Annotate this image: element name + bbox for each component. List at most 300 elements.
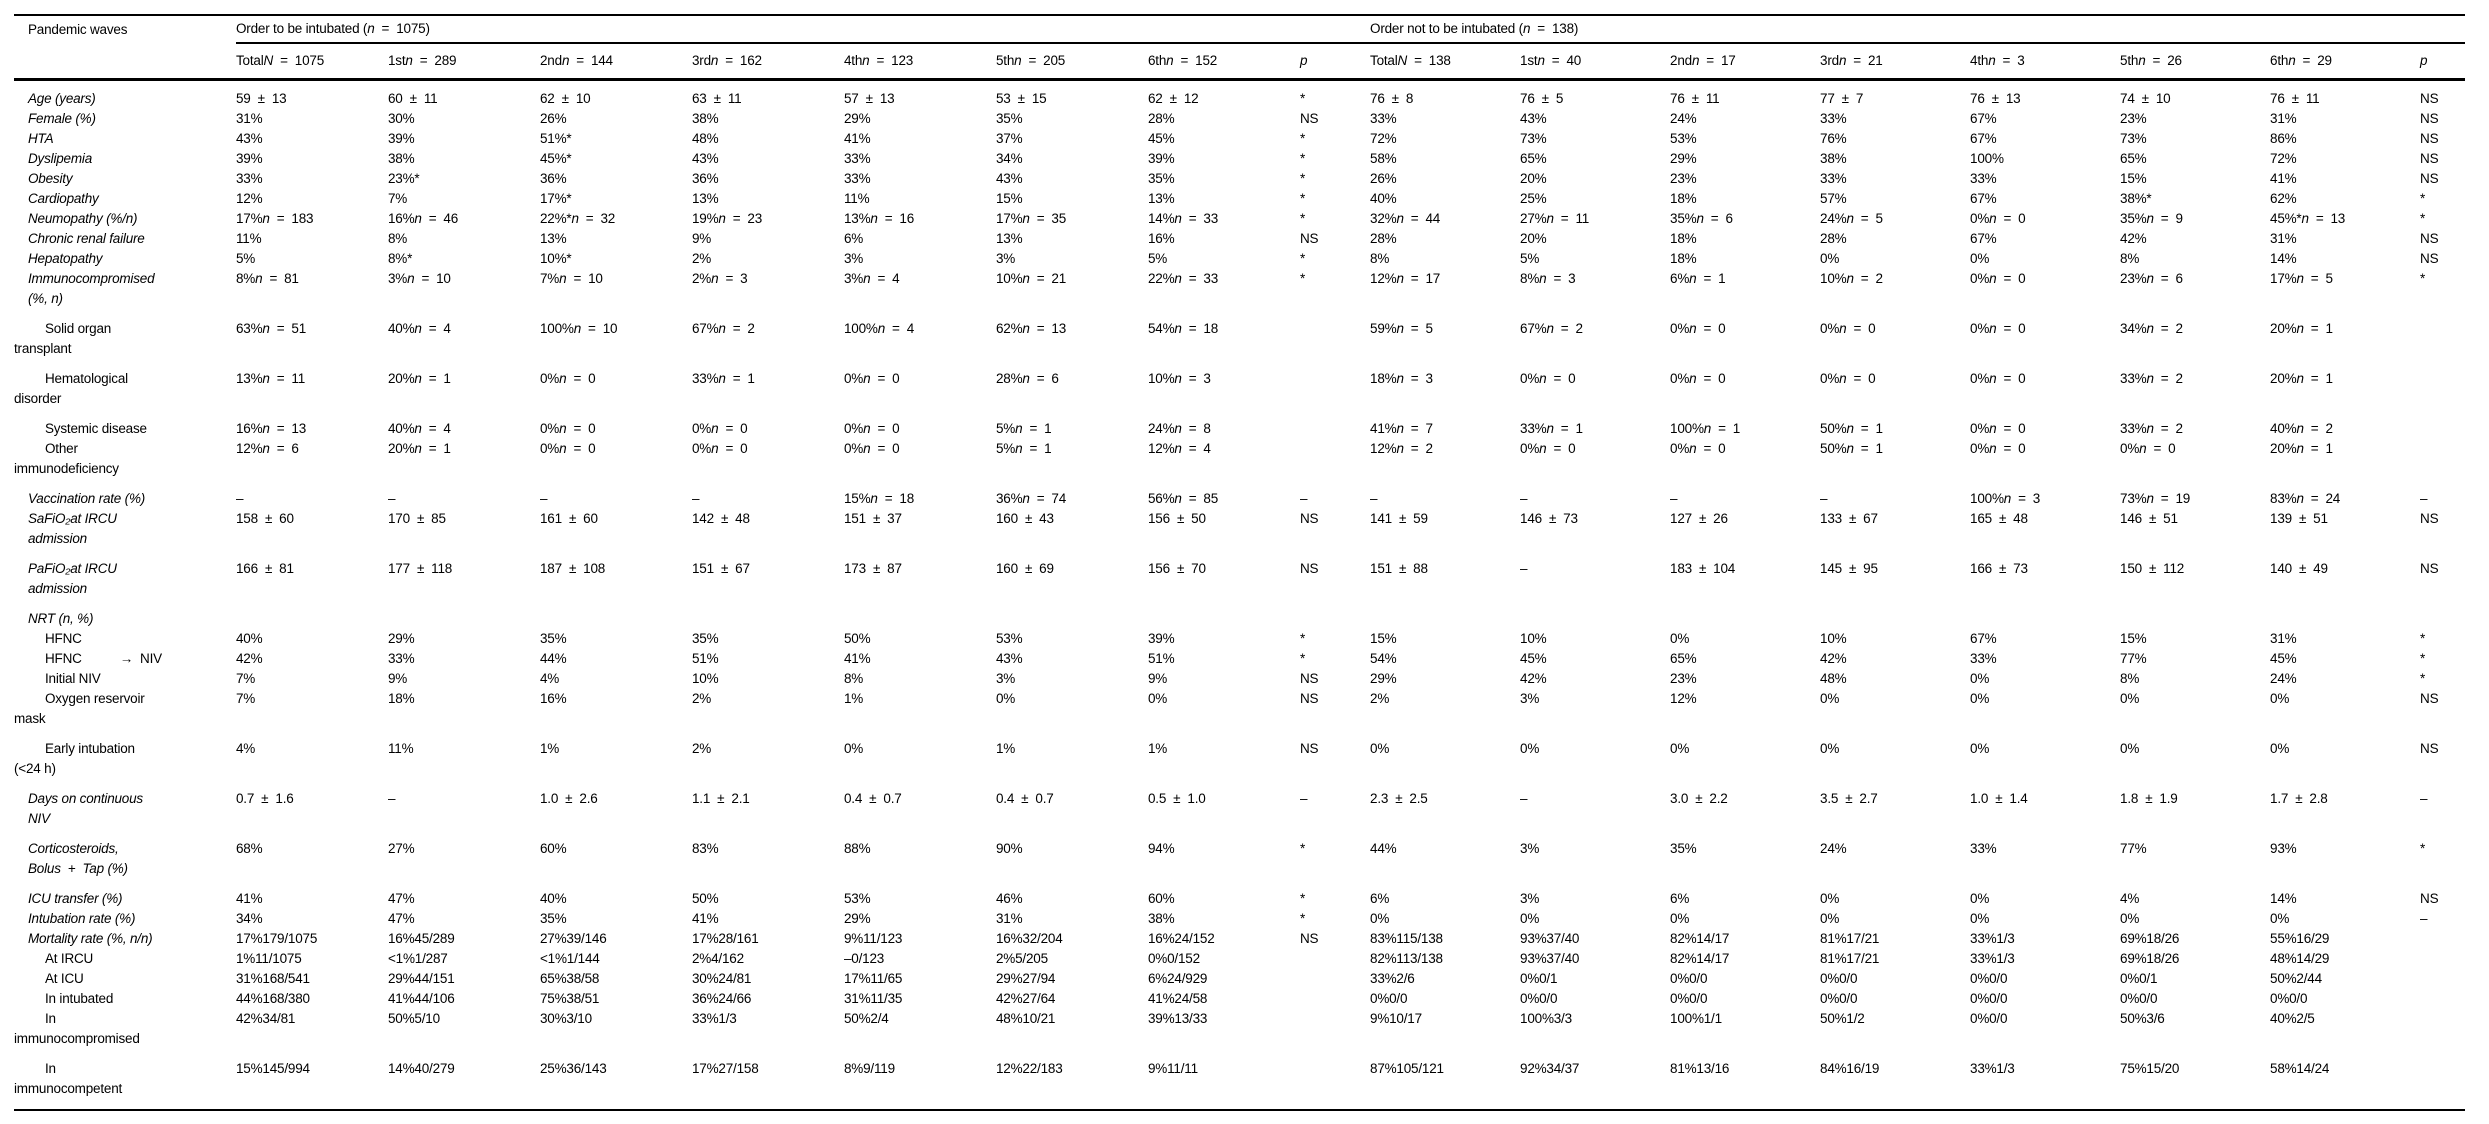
table-cell: 59%n = 5: [1370, 321, 1433, 336]
row-label: In immunocompromised: [14, 1011, 140, 1046]
table-cell: 160 ± 43: [996, 511, 1054, 526]
table-cell: 16%: [1148, 231, 1175, 246]
table-cell: 5%n = 1: [996, 441, 1052, 456]
table-cell: 75%38/51: [540, 991, 600, 1006]
table-cell: [2420, 949, 2465, 969]
table-cell: 93%37/40: [1520, 931, 1580, 946]
table-cell: 43%: [236, 131, 263, 146]
row-label: Cardiopathy: [28, 191, 99, 206]
table-cell: 67%n = 2: [1520, 321, 1583, 336]
table-cell: *: [2420, 841, 2426, 856]
table-cell: 24%: [2270, 671, 2297, 686]
table-cell: 76 ± 11: [1670, 91, 1720, 106]
table-cell: *: [1300, 131, 1306, 146]
table-cell: 165 ± 48: [1970, 511, 2028, 526]
table-cell: [1370, 609, 1520, 629]
table-cell: 83%115/138: [1370, 931, 1443, 946]
table-cell: 160 ± 69: [996, 561, 1054, 576]
table-cell: 0%: [1148, 691, 1168, 706]
table-row: [14, 629, 2465, 649]
table-cell: 16%32/204: [996, 931, 1063, 946]
table-cell: 8%*: [388, 251, 413, 266]
table-cell: 35%: [996, 111, 1023, 126]
table-cell: 1%: [1148, 741, 1168, 756]
table-cell: 37%: [996, 131, 1023, 146]
table-cell: 69%18/26: [2120, 951, 2180, 966]
table-cell: 150 ± 112: [2120, 561, 2185, 576]
table-cell: 11%: [388, 741, 414, 756]
table-cell: 146 ± 51: [2120, 511, 2178, 526]
table-cell: 57%: [1820, 191, 1847, 206]
table-cell: 42%27/64: [996, 991, 1056, 1006]
table-cell: NS: [2420, 691, 2439, 706]
table-cell: 3.5 ± 2.7: [1820, 791, 1878, 806]
table-cell: 42%: [2120, 231, 2147, 246]
table-cell: 50%2/44: [2270, 971, 2322, 986]
table-cell: 41%n = 7: [1370, 421, 1433, 436]
table-cell: 50%1/2: [1820, 1011, 1865, 1026]
table-cell: 75%15/20: [2120, 1061, 2180, 1076]
table-cell: 33%n = 2: [2120, 421, 2183, 436]
table-cell: 83%: [692, 841, 719, 856]
table-cell: 0%0/1: [2120, 971, 2158, 986]
table-cell: 145 ± 95: [1820, 561, 1878, 576]
table-row: [14, 839, 2465, 889]
table-cell: 14%40/279: [388, 1061, 455, 1076]
table-cell: 39%13/33: [1148, 1011, 1208, 1026]
table-cell: 1%: [540, 741, 560, 756]
table-cell: 87%105/121: [1370, 1061, 1444, 1076]
table-cell: 18%: [1670, 191, 1697, 206]
table-cell: 29%: [1670, 151, 1697, 166]
table-cell: 100%n = 1: [1670, 421, 1741, 436]
table-cell: 54%n = 18: [1148, 321, 1219, 336]
table-cell: 50%: [692, 891, 719, 906]
table-row: [14, 669, 2465, 689]
table-cell: –: [388, 791, 396, 806]
table-cell: 142 ± 48: [692, 511, 750, 526]
table-cell: 0%: [2120, 691, 2140, 706]
table-cell: *: [1300, 271, 1306, 286]
table-cell: 17%11/65: [844, 971, 903, 986]
table-cell: 41%44/106: [388, 991, 455, 1006]
table-cell: [1300, 949, 1370, 969]
table-cell: [2420, 969, 2465, 989]
table-cell: 28%n = 6: [996, 371, 1059, 386]
table-cell: 22%n = 33: [1148, 271, 1219, 286]
table-cell: NS: [2420, 151, 2439, 166]
table-cell: 24%n = 8: [1148, 421, 1211, 436]
table-cell: 65%: [1670, 651, 1697, 666]
table-cell: 18%: [388, 691, 415, 706]
column-header: 5thn = 205: [996, 43, 1148, 80]
table-cell: 140 ± 49: [2270, 561, 2328, 576]
table-cell: 6%n = 1: [1670, 271, 1726, 286]
table-cell: 50%5/10: [388, 1011, 440, 1026]
table-cell: 0%0/152: [1148, 951, 1200, 966]
table-cell: 31%: [2270, 631, 2297, 646]
table-cell: 0%n = 0: [844, 441, 900, 456]
table-cell: 100%: [1970, 151, 2004, 166]
row-label: SaFiO₂at IRCU admission: [28, 511, 117, 546]
table-cell: 0%: [1370, 741, 1390, 756]
row-label: Solid organ transplant: [14, 321, 112, 356]
table-row: [14, 129, 2465, 149]
table-cell: [2420, 369, 2465, 419]
table-cell: 20%: [1520, 231, 1547, 246]
table-cell: 48%: [1820, 671, 1847, 686]
table-cell: 3%: [844, 251, 864, 266]
table-cell: 1.1 ± 2.1: [692, 791, 750, 806]
table-cell: 67%: [1970, 131, 1997, 146]
table-cell: 0%n = 0: [844, 421, 900, 436]
table-cell: 76 ± 5: [1520, 91, 1564, 106]
table-cell: 177 ± 118: [388, 561, 453, 576]
row-label: Hematological disorder: [14, 371, 128, 406]
table-cell: 0%0/0: [1970, 1011, 2008, 1026]
row-label: In intubated: [45, 991, 114, 1006]
table-cell: 3%: [996, 671, 1016, 686]
table-cell: 42%: [1520, 671, 1547, 686]
table-row: [14, 739, 2465, 789]
table-cell: 20%n = 1: [2270, 441, 2333, 456]
table-cell: 3%: [1520, 891, 1540, 906]
table-row: [14, 689, 2465, 739]
column-header: 2ndn = 144: [540, 43, 692, 80]
table-cell: [2420, 989, 2465, 1009]
column-header: TotalN = 1075: [236, 43, 388, 80]
table-cell: 90%: [996, 841, 1023, 856]
table-cell: 17%n = 183: [236, 211, 314, 226]
table-cell: 20%n = 1: [388, 441, 451, 456]
table-cell: 54%: [1370, 651, 1397, 666]
table-cell: [2120, 609, 2270, 629]
table-cell: 43%: [996, 651, 1023, 666]
table-cell: 0%n = 0: [1970, 441, 2026, 456]
table-cell: [388, 609, 540, 629]
table-cell: 33%1/3: [1970, 1061, 2015, 1076]
table-cell: 33%n = 1: [1520, 421, 1583, 436]
table-cell: 50%2/4: [844, 1011, 889, 1026]
table-cell: 41%: [844, 651, 871, 666]
table-cell: 0%n = 0: [1820, 371, 1876, 386]
table-cell: 47%: [388, 911, 415, 926]
table-cell: *: [1300, 651, 1306, 666]
table-cell: 43%: [1520, 111, 1547, 126]
table-cell: 45%: [1520, 651, 1547, 666]
table-cell: 29%: [1370, 671, 1397, 686]
table-cell: 31%: [2270, 231, 2297, 246]
table-cell: 33%: [1820, 171, 1847, 186]
table-cell: 81%17/21: [1820, 931, 1880, 946]
table-cell: 38%: [1820, 151, 1847, 166]
table-row: [14, 439, 2465, 489]
table-corner-label: Pandemic waves: [14, 15, 236, 80]
table-cell: 53%: [996, 631, 1023, 646]
table-cell: NS: [2420, 131, 2439, 146]
table-cell: 0%: [1970, 741, 1990, 756]
table-cell: 34%n = 2: [2120, 321, 2183, 336]
table-cell: [2270, 609, 2420, 629]
table-cell: 7%n = 10: [540, 271, 603, 286]
table-cell: 0%n = 0: [692, 441, 748, 456]
table-cell: 35%: [1670, 841, 1697, 856]
table-cell: 48%: [692, 131, 719, 146]
table-cell: 40%: [540, 891, 567, 906]
table-cell: 84%16/19: [1820, 1061, 1880, 1076]
table-cell: 17%27/158: [692, 1061, 759, 1076]
table-cell: 31%168/541: [236, 971, 310, 986]
table-cell: 187 ± 108: [540, 561, 606, 576]
table-cell: 8%: [844, 671, 864, 686]
table-cell: 146 ± 73: [1520, 511, 1578, 526]
table-cell: 133 ± 67: [1820, 511, 1878, 526]
table-cell: 29%: [844, 911, 871, 926]
table-cell: 28%: [1148, 111, 1175, 126]
table-cell: 24%n = 5: [1820, 211, 1883, 226]
table-cell: 1%: [996, 741, 1016, 756]
table-cell: 17%28/161: [692, 931, 759, 946]
table-row: [14, 969, 2465, 989]
table-cell: [2420, 439, 2465, 489]
table-cell: 62%n = 13: [996, 321, 1067, 336]
table-cell: –: [692, 491, 700, 506]
table-cell: 33%: [1970, 651, 1997, 666]
row-label: Age (years): [28, 91, 96, 106]
table-cell: 41%: [844, 131, 871, 146]
table-cell: 76%: [1820, 131, 1847, 146]
table-cell: 43%: [692, 151, 719, 166]
table-cell: 28%: [1370, 231, 1397, 246]
table-cell: 16%n = 46: [388, 211, 459, 226]
table-cell: 77 ± 7: [1820, 91, 1864, 106]
table-cell: 20%n = 1: [2270, 321, 2333, 336]
table-cell: [1300, 319, 1370, 369]
column-header: TotalN = 138: [1370, 43, 1520, 80]
table-row: [14, 209, 2465, 229]
table-cell: 20%n = 1: [388, 371, 451, 386]
table-cell: 100%n = 10: [540, 321, 618, 336]
table-cell: 0%: [1970, 891, 1990, 906]
table-cell: 15%: [2120, 171, 2147, 186]
table-cell: 6%: [1370, 891, 1390, 906]
table-cell: NS: [2420, 741, 2439, 756]
table-cell: 6%24/929: [1148, 971, 1208, 986]
row-label: NRT (n, %): [28, 611, 94, 626]
table-cell: *: [1300, 631, 1306, 646]
table-cell: 0%n = 0: [1520, 371, 1576, 386]
table-cell: 0%: [1970, 691, 1990, 706]
table-cell: 2%5/205: [996, 951, 1048, 966]
table-cell: 33%: [844, 171, 871, 186]
table-cell: 36%n = 74: [996, 491, 1067, 506]
table-cell: 24%: [1820, 841, 1847, 856]
table-cell: 88%: [844, 841, 871, 856]
table-cell: 158 ± 60: [236, 511, 294, 526]
table-row: [14, 169, 2465, 189]
table-cell: 26%: [540, 111, 567, 126]
table-cell: 18%: [1670, 231, 1697, 246]
table-cell: 0%n = 0: [1520, 441, 1576, 456]
row-label: Dyslipemia: [28, 151, 93, 166]
row-label: ICU transfer (%): [28, 891, 123, 906]
table-cell: [1148, 609, 1300, 629]
table-cell: 40%: [236, 631, 263, 646]
table-cell: 51%: [692, 651, 719, 666]
table-cell: 0.7 ± 1.6: [236, 791, 294, 806]
table-cell: 2%: [1370, 691, 1390, 706]
row-label: Oxygen reservoir mask: [14, 691, 145, 726]
table-cell: 0%n = 0: [1670, 441, 1726, 456]
column-header: 6thn = 29: [2270, 43, 2420, 80]
table-cell: 81%17/21: [1820, 951, 1880, 966]
table-cell: 35%: [1148, 171, 1175, 186]
table-cell: 0%: [1520, 741, 1540, 756]
table-row: [14, 229, 2465, 249]
table-cell: 100%n = 4: [844, 321, 915, 336]
table-cell: 39%: [1148, 151, 1175, 166]
table-cell: 23%: [1670, 671, 1697, 686]
table-cell: 161 ± 60: [540, 511, 598, 526]
table-cell: 2.3 ± 2.5: [1370, 791, 1428, 806]
table-cell: [1300, 609, 1370, 629]
table-cell: –: [1300, 791, 1308, 806]
table-cell: 38%: [1148, 911, 1175, 926]
row-label: HTA: [28, 131, 54, 146]
table-cell: 15%: [996, 191, 1023, 206]
table-cell: 0%0/0: [1820, 971, 1858, 986]
table-cell: 55%16/29: [2270, 931, 2330, 946]
table-cell: 53 ± 15: [996, 91, 1047, 106]
table-row: [14, 189, 2465, 209]
table-cell: 1.8 ± 1.9: [2120, 791, 2178, 806]
table-cell: [1300, 419, 1370, 439]
table-cell: 173 ± 87: [844, 561, 902, 576]
table-cell: 44%: [540, 651, 567, 666]
table-cell: 17%n = 35: [996, 211, 1067, 226]
table-cell: 12%: [236, 191, 263, 206]
table-cell: 23%*: [388, 171, 420, 186]
row-label: Intubation rate (%): [28, 911, 136, 926]
table-cell: 10%n = 3: [1148, 371, 1211, 386]
table-cell: 6%: [1670, 891, 1690, 906]
table-cell: 63 ± 11: [692, 91, 742, 106]
table-cell: 13%n = 11: [236, 371, 306, 386]
table-cell: 16%n = 13: [236, 421, 307, 436]
row-label: Systemic disease: [45, 421, 147, 436]
table-cell: 17%179/1075: [236, 931, 318, 946]
table-cell: 100%n = 3: [1970, 491, 2041, 506]
table-cell: 0%: [1670, 631, 1690, 646]
table-cell: 0%: [1370, 911, 1390, 926]
table-cell: 5%: [1520, 251, 1540, 266]
table-cell: 12%: [1670, 691, 1697, 706]
row-label: HFNC → NIV: [45, 651, 162, 666]
column-header: p: [2420, 43, 2465, 80]
table-cell: –: [388, 491, 396, 506]
table-cell: 26%: [1370, 171, 1397, 186]
table-cell: 76 ± 13: [1970, 91, 2021, 106]
table-cell: 16%45/289: [388, 931, 455, 946]
table-cell: [996, 609, 1148, 629]
table-cell: 62 ± 10: [540, 91, 591, 106]
table-cell: 12%n = 4: [1148, 441, 1211, 456]
table-cell: 35%n = 9: [2120, 211, 2183, 226]
column-header: 5thn = 26: [2120, 43, 2270, 80]
table-cell: 9%11/11: [1148, 1061, 1198, 1076]
table-cell: 183 ± 104: [1670, 561, 1736, 576]
table-cell: [1300, 989, 1370, 1009]
table-cell: 81%13/16: [1670, 1061, 1730, 1076]
table-cell: 76 ± 8: [1370, 91, 1414, 106]
table-cell: NS: [2420, 511, 2439, 526]
table-cell: 0%: [2270, 691, 2290, 706]
table-cell: –: [2420, 911, 2428, 926]
table-cell: 13%: [692, 191, 719, 206]
table-cell: 35%: [540, 631, 567, 646]
table-cell: 6%: [844, 231, 864, 246]
table-cell: 67%: [1970, 231, 1997, 246]
table-cell: [1300, 369, 1370, 419]
row-label: Hepatopathy: [28, 251, 103, 266]
table-cell: 33%1/3: [692, 1011, 737, 1026]
table-cell: –: [2420, 491, 2428, 506]
table-cell: 0.4 ± 0.7: [844, 791, 902, 806]
table-row: [14, 109, 2465, 129]
table-cell: 41%: [236, 891, 263, 906]
table-cell: 12%n = 17: [1370, 271, 1441, 286]
table-cell: 50%3/6: [2120, 1011, 2165, 1026]
table-cell: 27%n = 11: [1520, 211, 1590, 226]
table-row: [14, 929, 2465, 949]
table-cell: 0%n = 0: [1670, 371, 1726, 386]
table-cell: 62%: [2270, 191, 2297, 206]
table-row: [14, 889, 2465, 909]
table-row: [14, 989, 2465, 1009]
table-row: [14, 369, 2465, 419]
table-cell: 166 ± 81: [236, 561, 294, 576]
column-header: 1stn = 289: [388, 43, 540, 80]
table-cell: 62 ± 12: [1148, 91, 1199, 106]
table-cell: 29%44/151: [388, 971, 455, 986]
table-cell: 36%: [540, 171, 567, 186]
table-cell: 39%: [1148, 631, 1175, 646]
table-cell: –: [2420, 791, 2428, 806]
table-cell: 0%: [2270, 911, 2290, 926]
table-cell: 47%: [388, 891, 415, 906]
table-cell: 0%0/0: [1970, 991, 2008, 1006]
table-cell: 20%n = 1: [2270, 371, 2333, 386]
table-cell: 23%n = 6: [2120, 271, 2183, 286]
table-cell: 1%: [844, 691, 864, 706]
table-cell: 65%38/58: [540, 971, 600, 986]
table-row: [14, 789, 2465, 839]
table-cell: *: [1300, 91, 1306, 106]
table-cell: 15%n = 18: [844, 491, 915, 506]
table-cell: 0%: [1820, 911, 1840, 926]
table-cell: 0%n = 0: [1820, 321, 1876, 336]
table-cell: *: [2420, 271, 2426, 286]
table-cell: 40%n = 4: [388, 421, 451, 436]
table-cell: –: [1520, 491, 1528, 506]
table-cell: 9%10/17: [1370, 1011, 1422, 1026]
table-cell: 40%n = 2: [2270, 421, 2333, 436]
table-cell: 58%: [1370, 151, 1397, 166]
table-cell: 10%: [692, 671, 719, 686]
table-cell: 10%: [1520, 631, 1547, 646]
table-cell: 0%: [1970, 911, 1990, 926]
row-label: In immunocompetent: [14, 1061, 123, 1096]
